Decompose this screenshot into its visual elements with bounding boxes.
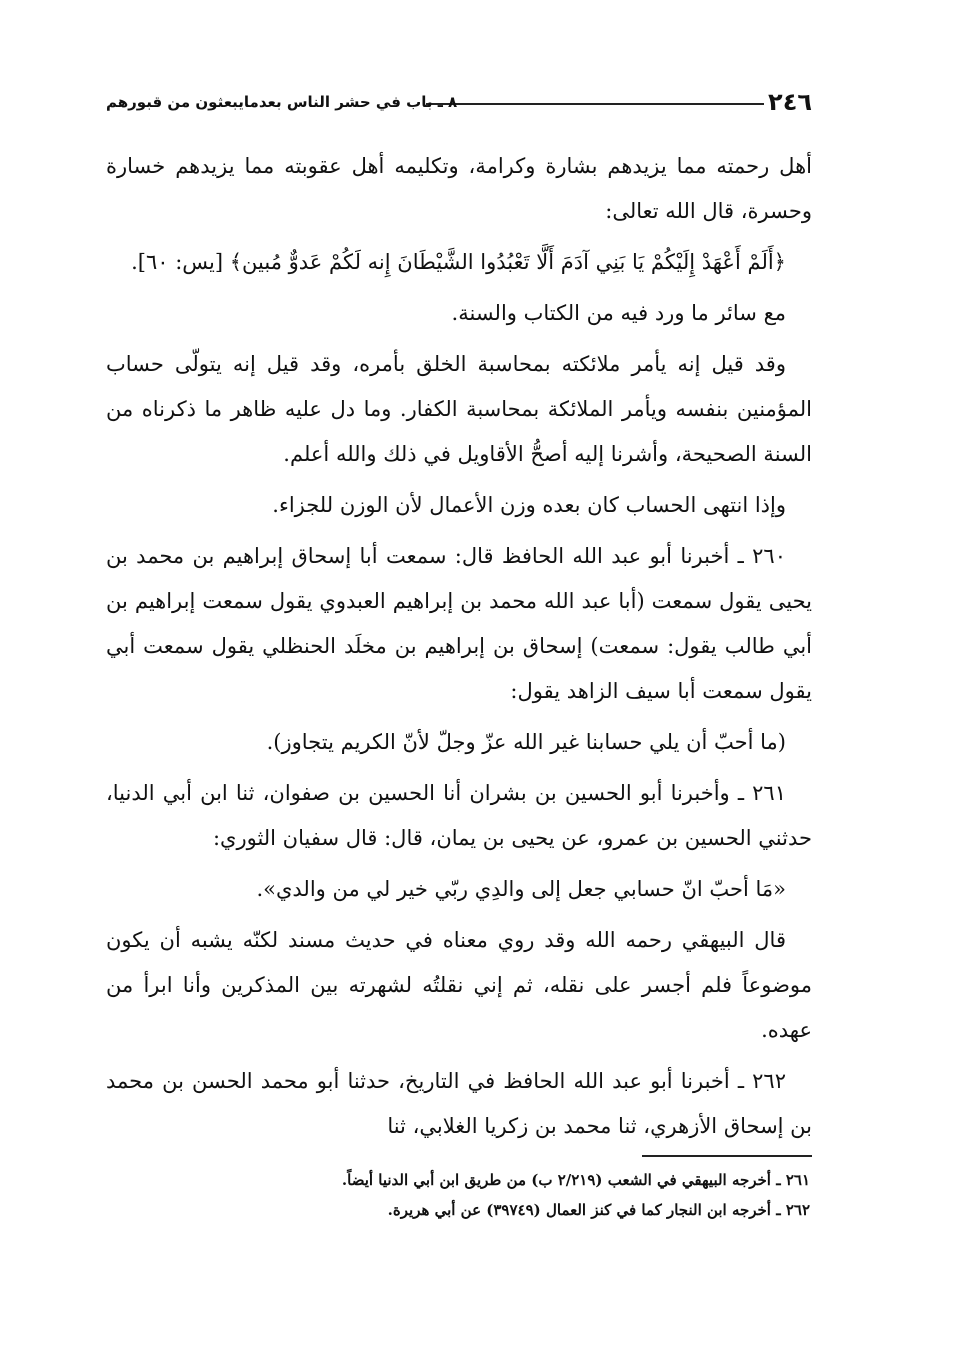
quote-sufyan: «مَا أحبّ انّ حسابي جعل إلى والدِي ربّي خير لي من والدي». — [256, 877, 786, 901]
hadith-262: ٢٦٢ ـ أخبرنا أبو عبد الله الحافظ في التاريخ، حدثنا أبو محمد الحسن بن محمد بن إسحاق الأزهري، ثنا محمد بن زكريا الغلابي، ثنا — [106, 1069, 812, 1138]
quran-verse: ﴿أَلَمْ أَعْهَدْ إِلَيْكُمْ يَا بَنِي آدَمَ أَلَّا تَعْبُدُوا الشَّيْطَانَ إِنه لَكُمْ عَدوٌّ مُبين﴾ [يس: ٦٠]. — [131, 250, 786, 274]
running-head — [106, 88, 812, 120]
footnote-divider — [642, 1155, 812, 1157]
paragraph-angels: وقد قيل إنه يأمر ملائكته بمحاسبة الخلق بأمره، وقد قيل إنه يتولّى حساب المؤمنين بنفسه ويأمر الملائكة بمحاسبة الكفار. وما دل عليه ظاهر ما ذكرناه من السنة الصحيحة، وأشرنا إليه أصحُّ الأقاويل في ذلك والله أعلم. — [106, 352, 812, 466]
page-number: ٢٤٦ — [768, 88, 812, 116]
paragraph-sunnah: مع سائر ما ورد فيه من الكتاب والسنة. — [451, 301, 786, 325]
main-text — [106, 144, 812, 1149]
hadith-261: ٢٦١ ـ وأخبرنا أبو الحسين بن بشران أنا الحسين بن صفوان، ثنا ابن أبي الدنيا، حدثني الحسين بن عمرو، عن يحيى بن يمان، قال: قال سفيان الثوري: — [106, 781, 812, 850]
quote-abu-saif: (ما أحبّ أن يلي حسابنا غير الله عزّ وجلّ لأنّ الكريم يتجاوز). — [266, 730, 786, 754]
header-rule — [426, 103, 764, 105]
paragraph-weighing: وإذا انتهى الحساب كان بعده وزن الأعمال لأن الوزن للجزاء. — [272, 493, 786, 517]
paragraph-bayhaqi: قال البيهقي رحمه الله وقد روي معناه في حديث مسند لكنّه يشبه أن يكون موضوعاً فلم أجسر على نقله، ثم إني نقلتُه لشهرته بين المذكرين وأنا ابرأ من عهده. — [106, 928, 812, 1042]
book-page — [106, 88, 812, 1338]
footnote-262: ٢٦٢ ـ أخرجه ابن النجار كما في كنز العمال (٣٩٧٤٩) عن أبي هريرة. — [387, 1201, 810, 1219]
paragraph-intro: أهل رحمته مما يزيدهم بشارة وكرامة، وتكليمه أهل عقوبته مما يزيدهم خسارة وحسرة، قال الله تعالى: — [106, 154, 812, 223]
footnote-261: ٢٦١ ـ أخرجه البيهقي في الشعب (٢/٢١٩ ب) من طريق ابن أبي الدنيا أيضاً. — [341, 1171, 810, 1189]
footnotes — [106, 1165, 812, 1225]
hadith-260: ٢٦٠ ـ أخبرنا أبو عبد الله الحافظ قال: سمعت أبا إسحاق إبراهيم بن محمد بن يحيى يقول سمعت (أبا عبد الله محمد بن إبراهيم العبدوي يقول سمعت إبراهيم بن أبي طالب يقول: سمعت) إسحاق بن إبراهيم بن مخلَد الحنظلي يقول سمعت أبي يقول سمعت أبا سيف الزاهد يقول: — [106, 544, 812, 703]
chapter-title: ٨ ـ باب في حشر الناس بعدمايبعثون من قبورهم — [106, 93, 458, 111]
